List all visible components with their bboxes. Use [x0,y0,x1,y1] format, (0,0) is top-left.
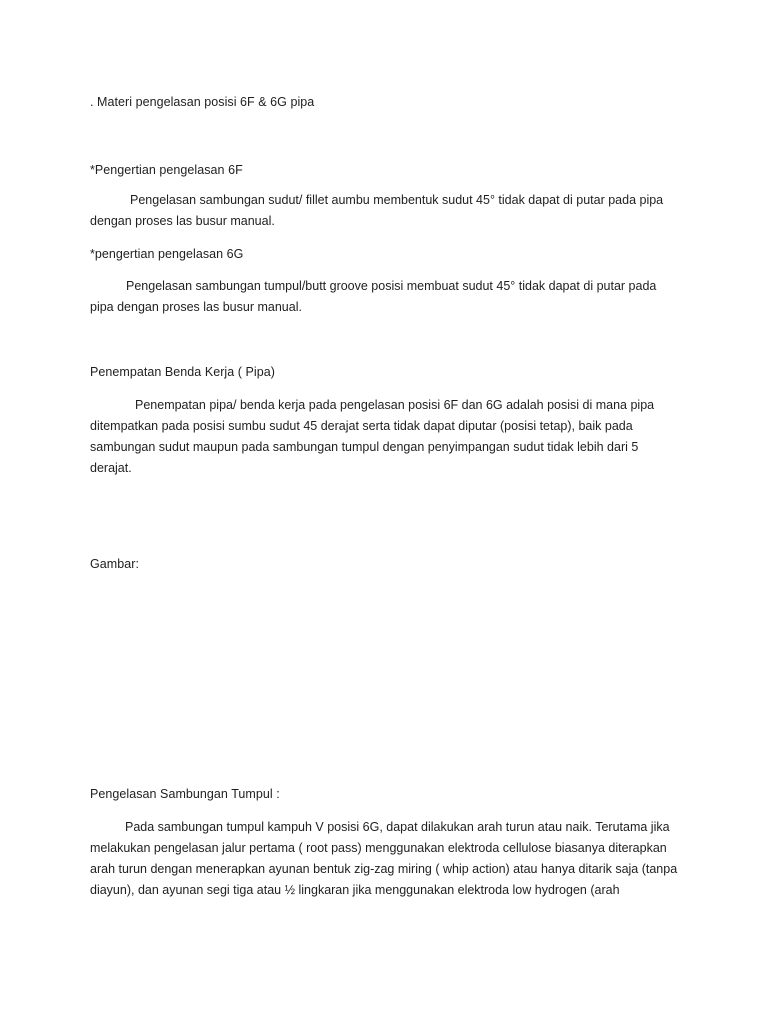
butt-joint-heading: Pengelasan Sambungan Tumpul : [90,787,280,801]
section-6f-heading: *Pengertian pengelasan 6F [90,163,243,177]
placement-heading: Penempatan Benda Kerja ( Pipa) [90,365,275,379]
figure-placeholder [90,590,680,770]
section-6g-body: Pengelasan sambungan tumpul/butt groove posisi membuat sudut 45° tidak dapat di putar pada pipa dengan proses las busur manual. [90,279,657,314]
section-6f-body: Pengelasan sambungan sudut/ fillet aumbu membentuk sudut 45° tidak dapat di putar pada pipa dengan proses las busur manual. [90,193,664,228]
butt-joint-body: Pada sambungan tumpul kampuh V posisi 6G, dapat dilakukan arah turun atau naik. Terutama jika melakukan pengelasan jalur pertama ( root pass) menggunakan elektroda cellulose biasanya diterapkan arah turun dengan menerapkan ayunan bentuk zig-zag miring ( whip action) atau hanya ditarik saja (tanpa diayun), dan ayunan segi tiga atau ½ lingkaran jika menggunakan elektroda low hydrogen (arah [90,820,678,897]
figure-label: Gambar: [90,557,139,571]
section-6g-heading: *pengertian pengelasan 6G [90,247,244,261]
document-title: . Materi pengelasan posisi 6F & 6G pipa [90,95,315,109]
placement-body: Penempatan pipa/ benda kerja pada pengelasan posisi 6F dan 6G adalah posisi di mana pipa ditempatkan pada posisi sumbu sudut 45 derajat serta tidak dapat diputar (posisi tetap), baik pada sambungan sudut maupun pada sambungan tumpul dengan penyimpangan sudut tidak lebih dari 5 derajat. [90,398,655,475]
